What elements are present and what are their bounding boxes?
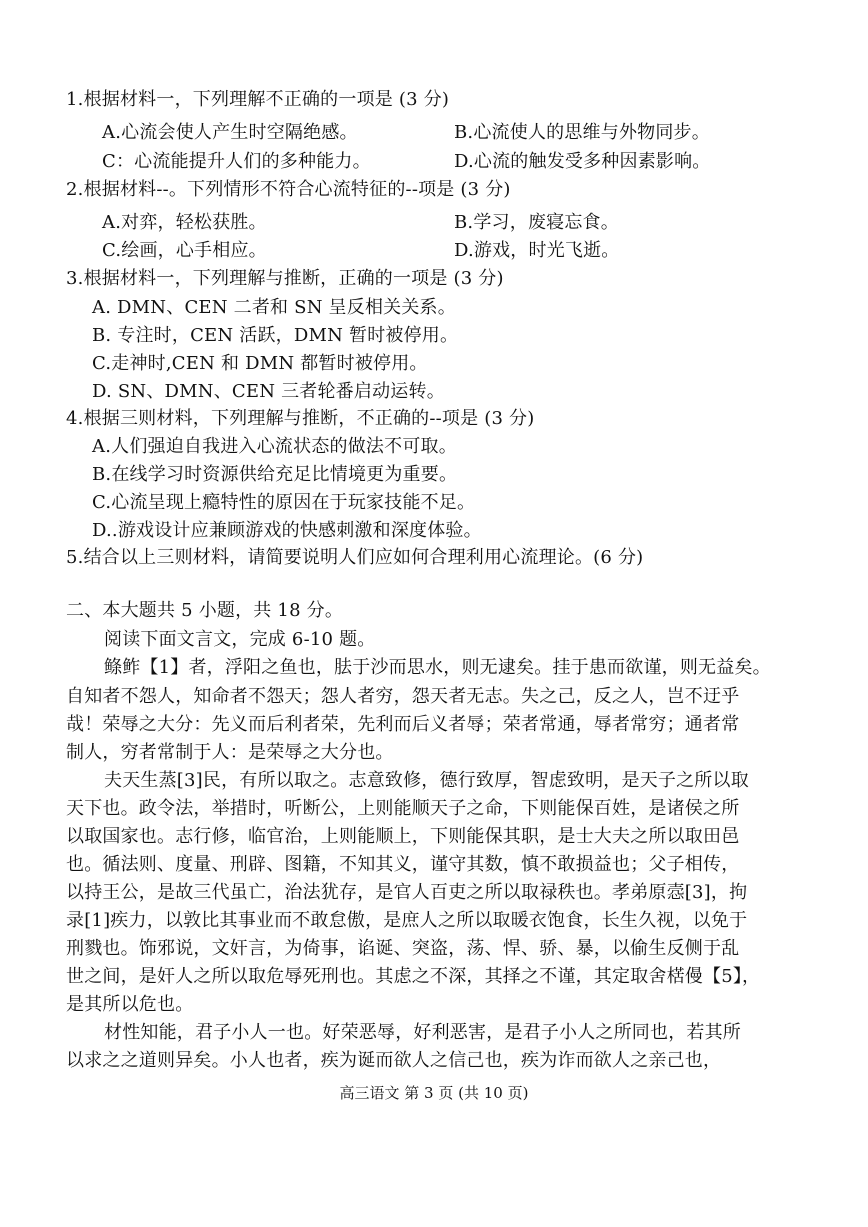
passage-line: 哉！荣辱之大分：先义而后利者荣，先利而后义者辱；荣者常通，辱者常穷；通者常	[66, 714, 740, 735]
passage-line: 是其所以危也。	[66, 994, 194, 1015]
question-4-stem: 4.根据三则材料，下列理解与推断，不正确的--项是 (3 分)	[66, 408, 535, 429]
passage-line: 制人，穷者常制于人：是荣辱之大分也。	[66, 742, 394, 763]
question-4-option-b: B.在线学习时资源供给充足比情境更为重要。	[92, 464, 458, 485]
passage-line: 夫天生蒸[3]民，有所以取之。志意致修，德行致厚，智虑致明，是天子之所以取	[104, 770, 749, 791]
question-4-option-d: D..游戏设计应兼顾游戏的快感刺激和深度体验。	[92, 520, 482, 541]
question-3-stem: 3.根据材料一，下列理解与推断，正确的一项是 (3 分)	[66, 268, 504, 289]
question-2-option-d: D.游戏，时光飞逝。	[454, 240, 620, 261]
passage-line: 世之间，是奸人之所以取危辱死刑也。其虑之不深，其择之不谨，其定取舍楛僈【5】，	[66, 966, 761, 987]
question-1-stem: 1.根据材料一，下列理解不正确的一项是 (3 分)	[66, 89, 450, 110]
passage-line: 刑戮也。饰邪说，文奸言，为倚事，谄诞、突盗，荡、悍、骄、暴，以偷生反侧于乱	[66, 938, 740, 959]
question-3-option-a: A. DMN、CEN 二者和 SN 呈反相关关系。	[92, 297, 456, 318]
question-4-option-a: A.人们强迫自我进入心流状态的做法不可取。	[92, 436, 457, 457]
question-5-stem: 5.结合以上三则材料，请简要说明人们应如何合理利用心流理论。(6 分)	[66, 547, 644, 568]
question-1-option-a: A.心流会使人产生时空隔绝感。	[102, 122, 358, 143]
question-1-option-c: C：心流能提升人们的多种能力。	[102, 151, 371, 172]
passage-line: 自知者不怨人，知命者不怨天；怨人者穷，怨天者无志。失之己，反之人，岂不迂乎	[66, 686, 740, 707]
page-footer: 高三语文 第 3 页 (共 10 页)	[339, 1084, 529, 1102]
question-2-stem: 2.根据材料--。下列情形不符合心流特征的--项是 (3 分)	[66, 179, 511, 200]
passage-line: 录[1]疾力，以敦比其事业而不敢怠傲，是庶人之所以取暖衣饱食，长生久视，以免于	[66, 910, 748, 931]
section-2-heading: 二、本大题共 5 小题，共 18 分。	[66, 600, 344, 621]
question-3-option-d: D. SN、DMN、CEN 三者轮番启动运转。	[92, 381, 445, 402]
question-2-option-c: C.绘画，心手相应。	[102, 240, 267, 261]
passage-line: 天下也。政令法，举措时，听断公，上则能顺天子之命，下则能保百姓，是诸侯之所	[66, 798, 740, 819]
question-2-option-a: A.对弈，轻松获胜。	[102, 212, 267, 233]
passage-line: 也。循法则、度量、刑辟、图籍，不知其义，谨守其数，慎不敢损益也；父子相传，	[66, 854, 740, 875]
question-3-option-b: B. 专注时，CEN 活跃，DMN 暂时被停用。	[92, 325, 459, 346]
passage-line: 以求之之道则异矣。小人也者，疾为诞而欲人之信己也，疾为诈而欲人之亲己也，	[66, 1050, 722, 1071]
question-3-option-c: C.走神时,CEN 和 DMN 都暂时被停用。	[92, 353, 428, 374]
question-1-option-b: B.心流使人的思维与外物同步。	[454, 122, 710, 143]
passage-line: 材性知能，君子小人一也。好荣恶辱，好利恶害，是君子小人之所同也，若其所	[104, 1022, 741, 1043]
passage-line: 以取国家也。志行修，临官治，上则能顺上，下则能保其职，是士大夫之所以取田邑	[66, 826, 740, 847]
passage-line: 以持王公，是故三代虽亡，治法犹存，是官人百吏之所以取禄秩也。孝弟原悫[3]，拘	[66, 882, 748, 903]
passage-line: 鲦鲊【1】者，浮阳之鱼也，胠于沙而思水，则无逮矣。挂于患而欲谨，则无益矣。	[104, 657, 771, 678]
question-2-option-b: B.学习，废寝忘食。	[454, 212, 619, 233]
section-2-instruction: 阅读下面文言文，完成 6-10 题。	[104, 629, 376, 650]
question-4-option-c: C.心流呈现上瘾特性的原因在于玩家技能不足。	[92, 492, 476, 513]
question-1-option-d: D.心流的触发受多种因素影响。	[454, 151, 711, 172]
